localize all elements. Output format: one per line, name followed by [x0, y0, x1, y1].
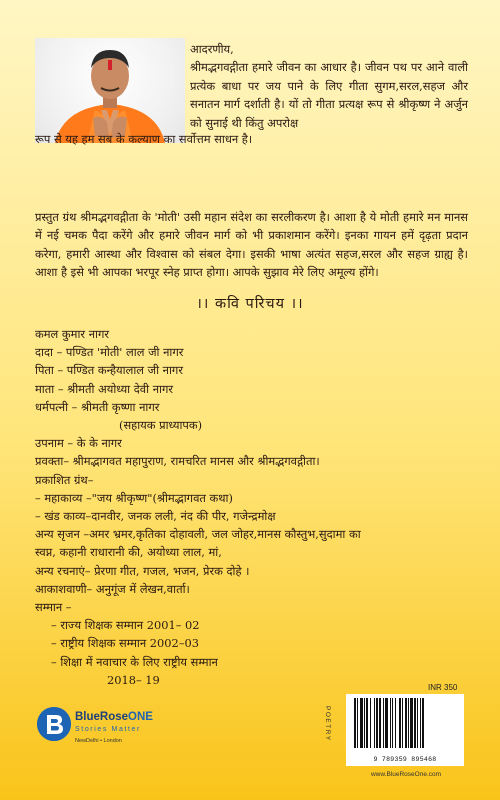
publisher-name: BlueRoseONE — [75, 711, 153, 723]
salutation: आदरणीय, — [190, 42, 234, 56]
poet-intro-heading: ।। कवि परिचय ।। — [196, 296, 304, 312]
bio-line: स्वप्न, कहानी राधारानी की, अयोध्या लाल, मां, — [35, 545, 222, 560]
bio-line: – शिक्षा में नवाचार के लिए राष्ट्रीय सम्मान — [51, 654, 218, 669]
intro-paragraph-top — [190, 40, 468, 132]
publisher-logo — [37, 707, 177, 755]
genre-label: POETRY — [324, 706, 331, 742]
description-paragraph: प्रस्तुत ग्रंथ श्रीमद्भगवद्गीता के 'मोती' उसी महान संदेश का सरलीकरण है। आशा है ये मोती हमारे मन मानस में नई चमक पैदा करेंगे और हमारे जीवन मार्ग को भी प्रकाशमान करेंगे। इनका गायन हमें दृढ़ता प्रदान करेगा, हमारी आस्था और विश्वास को संबल देगा। इसकी भाषा अत्यंत सहज,सरल और सहज ग्राह्य है। आशा है इसे भी आपका भरपूर स्नेह प्राप्त होगा। आपके सुझाव मेरे लिए अमूल्य होंगे। — [35, 210, 468, 280]
publisher-url: www.BlueRoseOne.com — [370, 771, 442, 778]
bio-line: (सहायक प्राध्यापक) — [119, 418, 203, 433]
bio-line: पिता – पण्डित कन्हैयालाल जी नागर — [35, 363, 183, 378]
isbn-number: 9 789359 895468 — [373, 756, 437, 763]
bio-line: प्रकाशित ग्रंथ– — [35, 472, 94, 487]
bio-line: – खंड काव्य–दानवीर, जनक लली, नंद की पीर, गजेन्द्रमोक्ष — [35, 509, 276, 524]
bio-line: – राज्य शिक्षक सम्मान 2001– 02 — [51, 618, 200, 633]
bio-line: धर्मपत्नी – श्रीमती कृष्णा नागर — [35, 399, 160, 414]
bio-line: – महाकाव्य –"जय श्रीकृष्ण"(श्रीमद्भागवत कथा) — [35, 490, 233, 505]
intro-paragraph-end: रूप से यह हम सब के कल्याण का सर्वोत्तम साधन है। — [35, 132, 253, 146]
bio-line: – राष्ट्रीय शिक्षक सम्मान 2002–03 — [51, 636, 199, 651]
bio-line: अन्य रचनाएं– प्रेरणा गीत, गजल, भजन, प्रेरक दोहे । — [35, 563, 250, 578]
bio-line: दादा – पण्डित 'मोती' लाल जी नागर — [35, 345, 184, 360]
publisher-mark-icon — [37, 707, 71, 741]
author-photo — [35, 38, 185, 143]
author-bio — [35, 325, 475, 689]
bio-line: सम्मान – — [35, 600, 72, 615]
bio-line: अन्य सृजन –अमर भ्रमर,कृतिका दोहावली, जल जोहर,मानस कौस्तुभ,सुदामा का — [35, 527, 361, 542]
barcode-icon — [350, 698, 460, 750]
bio-line: आकाशवाणी– अनुगूंज में लेखन,वार्ता। — [35, 581, 190, 596]
bio-line: माता – श्रीमती अयोध्या देवी नागर — [35, 381, 174, 396]
isbn-barcode — [346, 694, 464, 766]
price-label: INR 350 — [428, 683, 458, 692]
bio-line: प्रवक्ता– श्रीमद्भागवत महापुराण, रामचरित मानस और श्रीमद्भगवद्गीता। — [35, 454, 320, 469]
bio-line: कमल कुमार नागर — [35, 327, 110, 341]
intro-text: श्रीमद्भगवद्गीता हमारे जीवन का आधार है। जीवन पथ पर आने वाली प्रत्येक बाधा पर जय पाने के लिए गीता सुगम,सरल,सहज और सनातन मार्ग दर्शाती है। यों तो गीता प्रत्यक्ष रूप से श्रीकृष्ण ने अर्जुन को सुनाई थी किंतु अपरोक्ष — [190, 60, 468, 130]
bio-line: उपनाम – के के नागर — [35, 436, 122, 451]
bio-line: 2018– 19 — [107, 672, 160, 687]
publisher-cities: NewDelhi • London — [75, 738, 122, 744]
publisher-tagline: Stories Matter — [75, 726, 141, 733]
